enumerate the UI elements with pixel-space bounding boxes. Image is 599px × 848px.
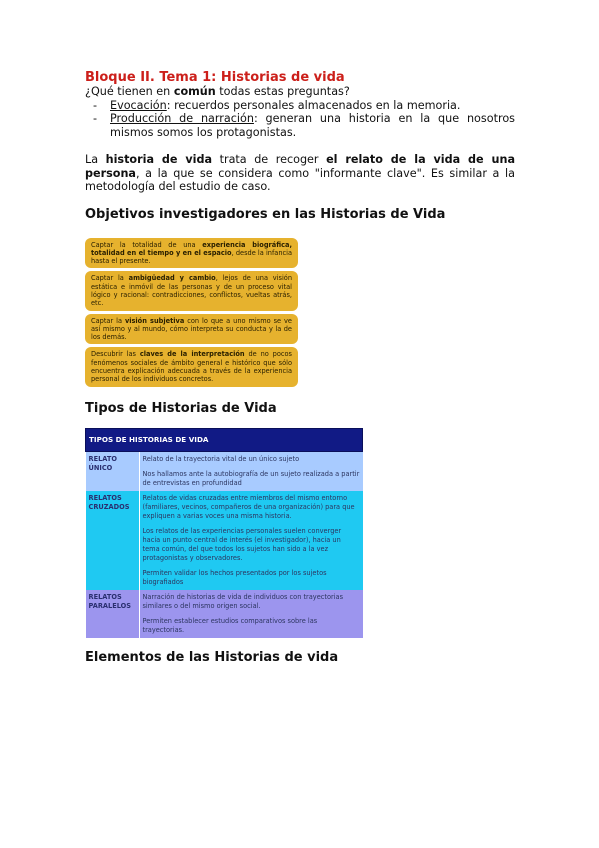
paragraph-text: La (85, 153, 106, 166)
elementos-heading: Elementos de las Historias de vida (85, 649, 339, 665)
objective-box (85, 238, 298, 269)
row-description (139, 451, 363, 491)
paragraph-bold: historia de vida (105, 153, 213, 166)
objective-text: de no pocos fenómenos sociales de ámbito general e histórico que sólo encuentra explicación adecuada a través de la experiencia personal de los individuos concretos. (91, 350, 292, 384)
question-bold: común (173, 85, 216, 98)
objective-box (85, 271, 298, 310)
page-title: Bloque II. Tema 1: Historias de vida (85, 70, 345, 85)
objective-bold: experiencia biográfica, totalidad en el tiempo y en el espacio (91, 240, 292, 257)
objective-text: , lejos de una visión estática e inmóvil de las personas y de un proceso vital lógico y racional: contradicciones, conflictos, vueltas atrás, etc. (91, 274, 293, 308)
objective-text: , desde la infancia hasta el presente. (91, 248, 292, 266)
row-paragraph: Permiten establecer estudios comparativos sobre las trayectorias. (142, 616, 318, 634)
intro-paragraph (85, 153, 515, 194)
objective-bold: ambigüedad y cambio (128, 274, 216, 283)
row-paragraph: Narración de historias de vida de individuos con trayectorias similares o del mismo origen social. (142, 592, 344, 610)
row-paragraph: Nos hallamos ante la autobiografía de un sujeto realizada a partir de entrevistas en profundidad (142, 469, 360, 487)
row-label: RELATOS PARALELOS (86, 590, 140, 638)
definition-term: Evocación (110, 98, 167, 112)
definition-item: - Producción de narración: generan una historia en la que nosotros mismos somos los protagonistas. (93, 112, 515, 139)
objective-text: Captar la (91, 274, 129, 283)
row-label: RELATO ÚNICO (86, 451, 140, 491)
question-post: todas estas preguntas? (215, 85, 350, 98)
paragraph-text: , a la que se considera como "informante clave". Es similar a la metodología del estudio de caso. (85, 166, 515, 193)
row-description (139, 491, 363, 590)
objective-text: con lo que a uno mismo se ve así mismo y al mundo, cómo interpreta su conducta y la de los demás. (91, 316, 292, 342)
row-paragraph: Relato de la trayectoria vital de un único sujeto (142, 454, 300, 463)
paragraph-bold: el relato de la vida de una persona (85, 153, 515, 180)
objective-bold: claves de la interpretación (139, 350, 245, 359)
row-label: RELATOS CRUZADOS (86, 491, 140, 590)
objective-box (85, 347, 298, 386)
table-row (86, 590, 363, 638)
definition-text: : recuerdos personales almacenados en la memoria. (166, 98, 461, 112)
question-line (85, 85, 515, 99)
row-description (139, 590, 363, 638)
row-paragraph: Los relatos de las experiencias personales suelen converger hacia un punto central de interés (el investigador), hacia un tema común, del que todos los sujetos han sido a la vez protagonistas y observadores. (142, 526, 342, 562)
table-row (86, 451, 363, 491)
paragraph-text: trata de recoger (212, 153, 327, 166)
objective-bold: visión subjetiva (124, 316, 185, 325)
row-paragraph: Relatos de vidas cruzadas entre miembros del mismo entorno (familiares, vecinos, compañeros de una organización) para que expliquen a varias voces una misma historia. (142, 493, 355, 520)
objectives-heading: Objetivos investigadores en las Historias de Vida (85, 206, 446, 222)
row-paragraph: Permiten validar los hechos presentados por los sujetos biografiados (142, 568, 327, 586)
objective-text: Captar la (91, 316, 125, 325)
objective-text: Descubrir las (91, 350, 140, 359)
document-content (85, 70, 515, 666)
definitions-list (85, 99, 515, 140)
tipos-heading: Tipos de Historias de Vida (85, 400, 277, 416)
table-row (86, 491, 363, 590)
objectives-diagram (85, 238, 298, 387)
definition-text: : generan una historia en la que nosotros mismos somos los protagonistas. (110, 112, 515, 139)
objective-box (85, 314, 298, 345)
question-pre: ¿Qué tienen en (85, 85, 174, 98)
definition-item: - Evocación: recuerdos personales almacenados en la memoria. (93, 98, 461, 112)
objective-text: Captar la totalidad de una (91, 240, 203, 249)
definition-term: Producción de narración (110, 112, 254, 125)
tipos-table (85, 428, 363, 638)
table-header: TIPOS DE HISTORIAS DE VIDA (86, 428, 363, 451)
